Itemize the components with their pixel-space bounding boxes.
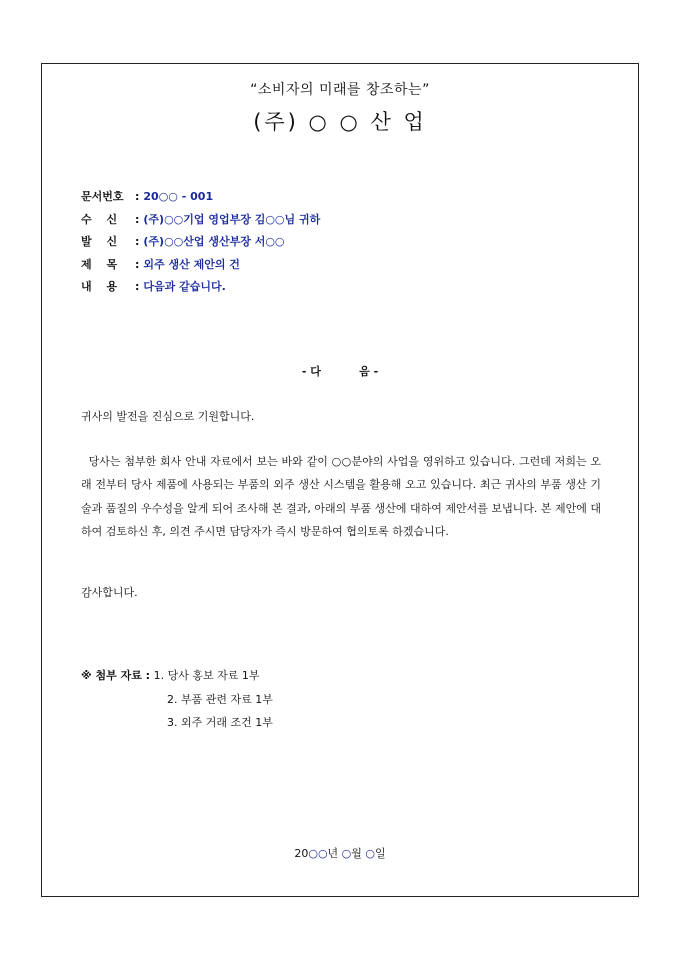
meta-label: 내 용	[81, 280, 118, 293]
meta-value: (주)○○기업 영업부장 김○○님 귀하	[143, 212, 321, 226]
meta-value: 20○○ - 001	[143, 190, 214, 203]
meta-value: 외주 생산 제안의 건	[143, 257, 240, 271]
attachments-label: ※ 첨부 자료 :	[81, 669, 151, 682]
meta-sender: 발 신 : (주)○○산업 생산부장 서○○	[81, 231, 320, 254]
meta-subject: 제 목 : 외주 생산 제안의 건	[81, 254, 320, 277]
body-paragraph-text: 당사는 첨부한 회사 안내 자료에서 보는 바와 같이 ○○분야의 사업을 영위하고 있습니다. 그런데 저희는 오래 전부터 당사 제품에 사용되는 부품의 외주 생산 시스템을 활용해 오고 있습니다. 최근 귀사의 부품 생산 기술과 품질의 우수성을 알게 되어 조사해 본 결과, 아래의 부품 생산에 대하여 제안서를 보냅니다. 본 제안에 대하여 검토하신 후, 의견 주시면 담당자가 즉시 방문하여 협의토록 하겠습니다.	[81, 455, 602, 538]
attachment-item: 3. 외주 거래 조건 1부	[167, 716, 273, 729]
document-meta	[81, 186, 320, 299]
meta-value: 다음과 같습니다.	[143, 280, 226, 293]
company-slogan: “소비자의 미래를 창조하는”	[250, 82, 430, 98]
body-paragraph	[81, 450, 601, 543]
meta-value: (주)○○산업 생산부장 서○○	[143, 235, 285, 248]
closing-text: 감사합니다.	[81, 586, 138, 599]
meta-content: 내 용 : 다음과 같습니다.	[81, 276, 320, 299]
meta-label: 제 목	[81, 257, 118, 271]
meta-label: 수 신	[81, 212, 118, 226]
section-heading: - 다 음 -	[301, 365, 379, 378]
meta-doc-no: 문서번호 : 20○○ - 001	[81, 186, 320, 209]
attachment-item: 2. 부품 관련 자료 1부	[167, 692, 273, 706]
attachment-item: 1. 당사 홍보 자료 1부	[153, 669, 260, 682]
company-name: (주) ○ ○ 산 업	[253, 110, 427, 134]
document-date: 20○○년 ○월 ○일	[294, 847, 386, 860]
attachments	[81, 664, 273, 735]
meta-label: 문서번호	[81, 190, 124, 203]
greeting-text: 귀사의 발전을 진심으로 기원합니다.	[81, 410, 255, 423]
meta-recipient: 수 신 : (주)○○기업 영업부장 김○○님 귀하	[81, 209, 320, 232]
meta-label: 발 신	[81, 235, 118, 248]
